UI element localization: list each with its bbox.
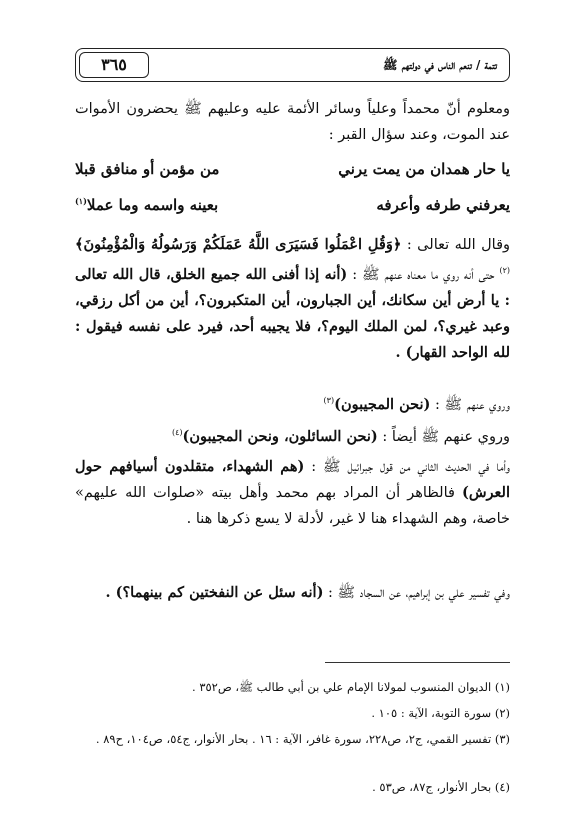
footnote-3	[75, 730, 510, 748]
paragraph-4-intro: وروي عنهم ﷺ أيضاً :	[377, 428, 510, 445]
poem-2-left: بعينه واسمه وما عملا	[86, 196, 219, 214]
footnote-1-text: (١) الديوان المنسوب لمولانا الإمام علي بن أبي طالب ﷺ، ص٣٥٢ .	[192, 680, 510, 694]
footnote-ref-4[interactable]: (٤)	[171, 428, 183, 437]
quran-verse: ﴿وَقُلِ اعْمَلُوا فَسَيَرَى اللَّهُ عَمَلَكُمْ وَرَسُولُهُ وَالْمُؤْمِنُونَ﴾	[75, 236, 402, 253]
footnote-ref-1[interactable]: (١)	[75, 196, 87, 206]
paragraph-6	[75, 580, 510, 606]
paragraph-1-text: ومعلوم أنّ محمداً وعلياً وسائر الأئمة عليه وعليهم ﷺ يحضرون الأموات عند الموت، وعند سؤال القبر :	[75, 101, 510, 143]
paragraph-6-intro: وفي تفسير علي بن إبراهيم، عن السجاد ﷺ :	[323, 585, 510, 601]
paragraph-5-quote: (هم الشهداء، متقلدون أسيافهم حول العرش)	[75, 458, 510, 501]
footnote-ref-3[interactable]: (٣)	[323, 396, 335, 405]
paragraph-5	[75, 454, 510, 532]
poem-line-2	[75, 196, 510, 214]
footnote-1	[75, 678, 510, 696]
paragraph-3-intro: وروي عنهم ﷺ :	[430, 396, 510, 413]
paragraph-3	[75, 388, 510, 418]
poem-2-left-wrap	[75, 196, 218, 214]
running-header	[75, 48, 510, 82]
paragraph-2	[75, 232, 510, 366]
paragraph-4	[75, 420, 510, 450]
poem-line-1	[75, 160, 510, 178]
paragraph-1	[75, 96, 510, 148]
paragraph-4-quote: (نحن السائلون، ونحن المجيبون)	[182, 427, 378, 445]
paragraph-6-quote: (أنه سئل عن النفختين كم بينهما؟) .	[105, 584, 324, 601]
footnote-4	[75, 778, 510, 796]
footnote-2-text: (٢) سورة التوبة، الآية : ١٠٥ .	[371, 706, 510, 720]
page-number: ٣٦٥	[101, 55, 127, 74]
page-number-box	[79, 52, 149, 78]
poem-1-right: يا حار همدان من يمت يرني	[338, 160, 510, 178]
paragraph-2-intro: وقال الله تعالى :	[401, 237, 511, 253]
poem-2-right: يعرفني طرفه وأعرفه	[376, 196, 510, 214]
paragraph-2-mid: حتى أنه روي ما معناه عنهم ﷺ :	[347, 266, 500, 283]
header-title: تتمة / تنعم الناس في دولتهم ﷺ	[383, 58, 497, 72]
footnote-separator	[325, 662, 510, 663]
paragraph-5-rest: فالظاهر أن المراد بهم محمد وأهل بيته «صلوات الله عليهم» خاصة، وهم الشهداء هنا لا غير، لأدلة لا يسع ذكرها هنا .	[75, 485, 510, 527]
footnote-4-text: (٤) بحار الأنوار، ج٨٧، ص٥٣ .	[372, 780, 510, 794]
paragraph-5-intro: وأما في الحديث الثاني من قول جبرائيل ﷺ :	[304, 459, 510, 475]
hadith-quote: (أنه إذا أفنى الله جميع الخلق، قال الله تعالى : يا أرض أين سكانك، أين الجبارون، أين المتكبرون؟، أين من أكل رزقي، وعبد غيري؟، لمن الملك اليوم؟، فلا يجيبه أحد، فيرد على نفسه فيقول : لله الواحد القهار) .	[75, 265, 510, 361]
paragraph-3-quote: (نحن المجيبون)	[334, 395, 431, 413]
footnote-2	[75, 704, 510, 722]
poem-1-left: من مؤمن أو منافق قبلا	[75, 160, 220, 178]
footnote-3-text: (٣) تفسير القمي، ج٢، ص٢٢٨، سورة غافر، الآية : ١٦ . بحار الأنوار، ج٥٤، ص١٠٤، ح٨٩ .	[95, 732, 510, 746]
footnote-ref-2[interactable]: (٢)	[499, 266, 511, 275]
